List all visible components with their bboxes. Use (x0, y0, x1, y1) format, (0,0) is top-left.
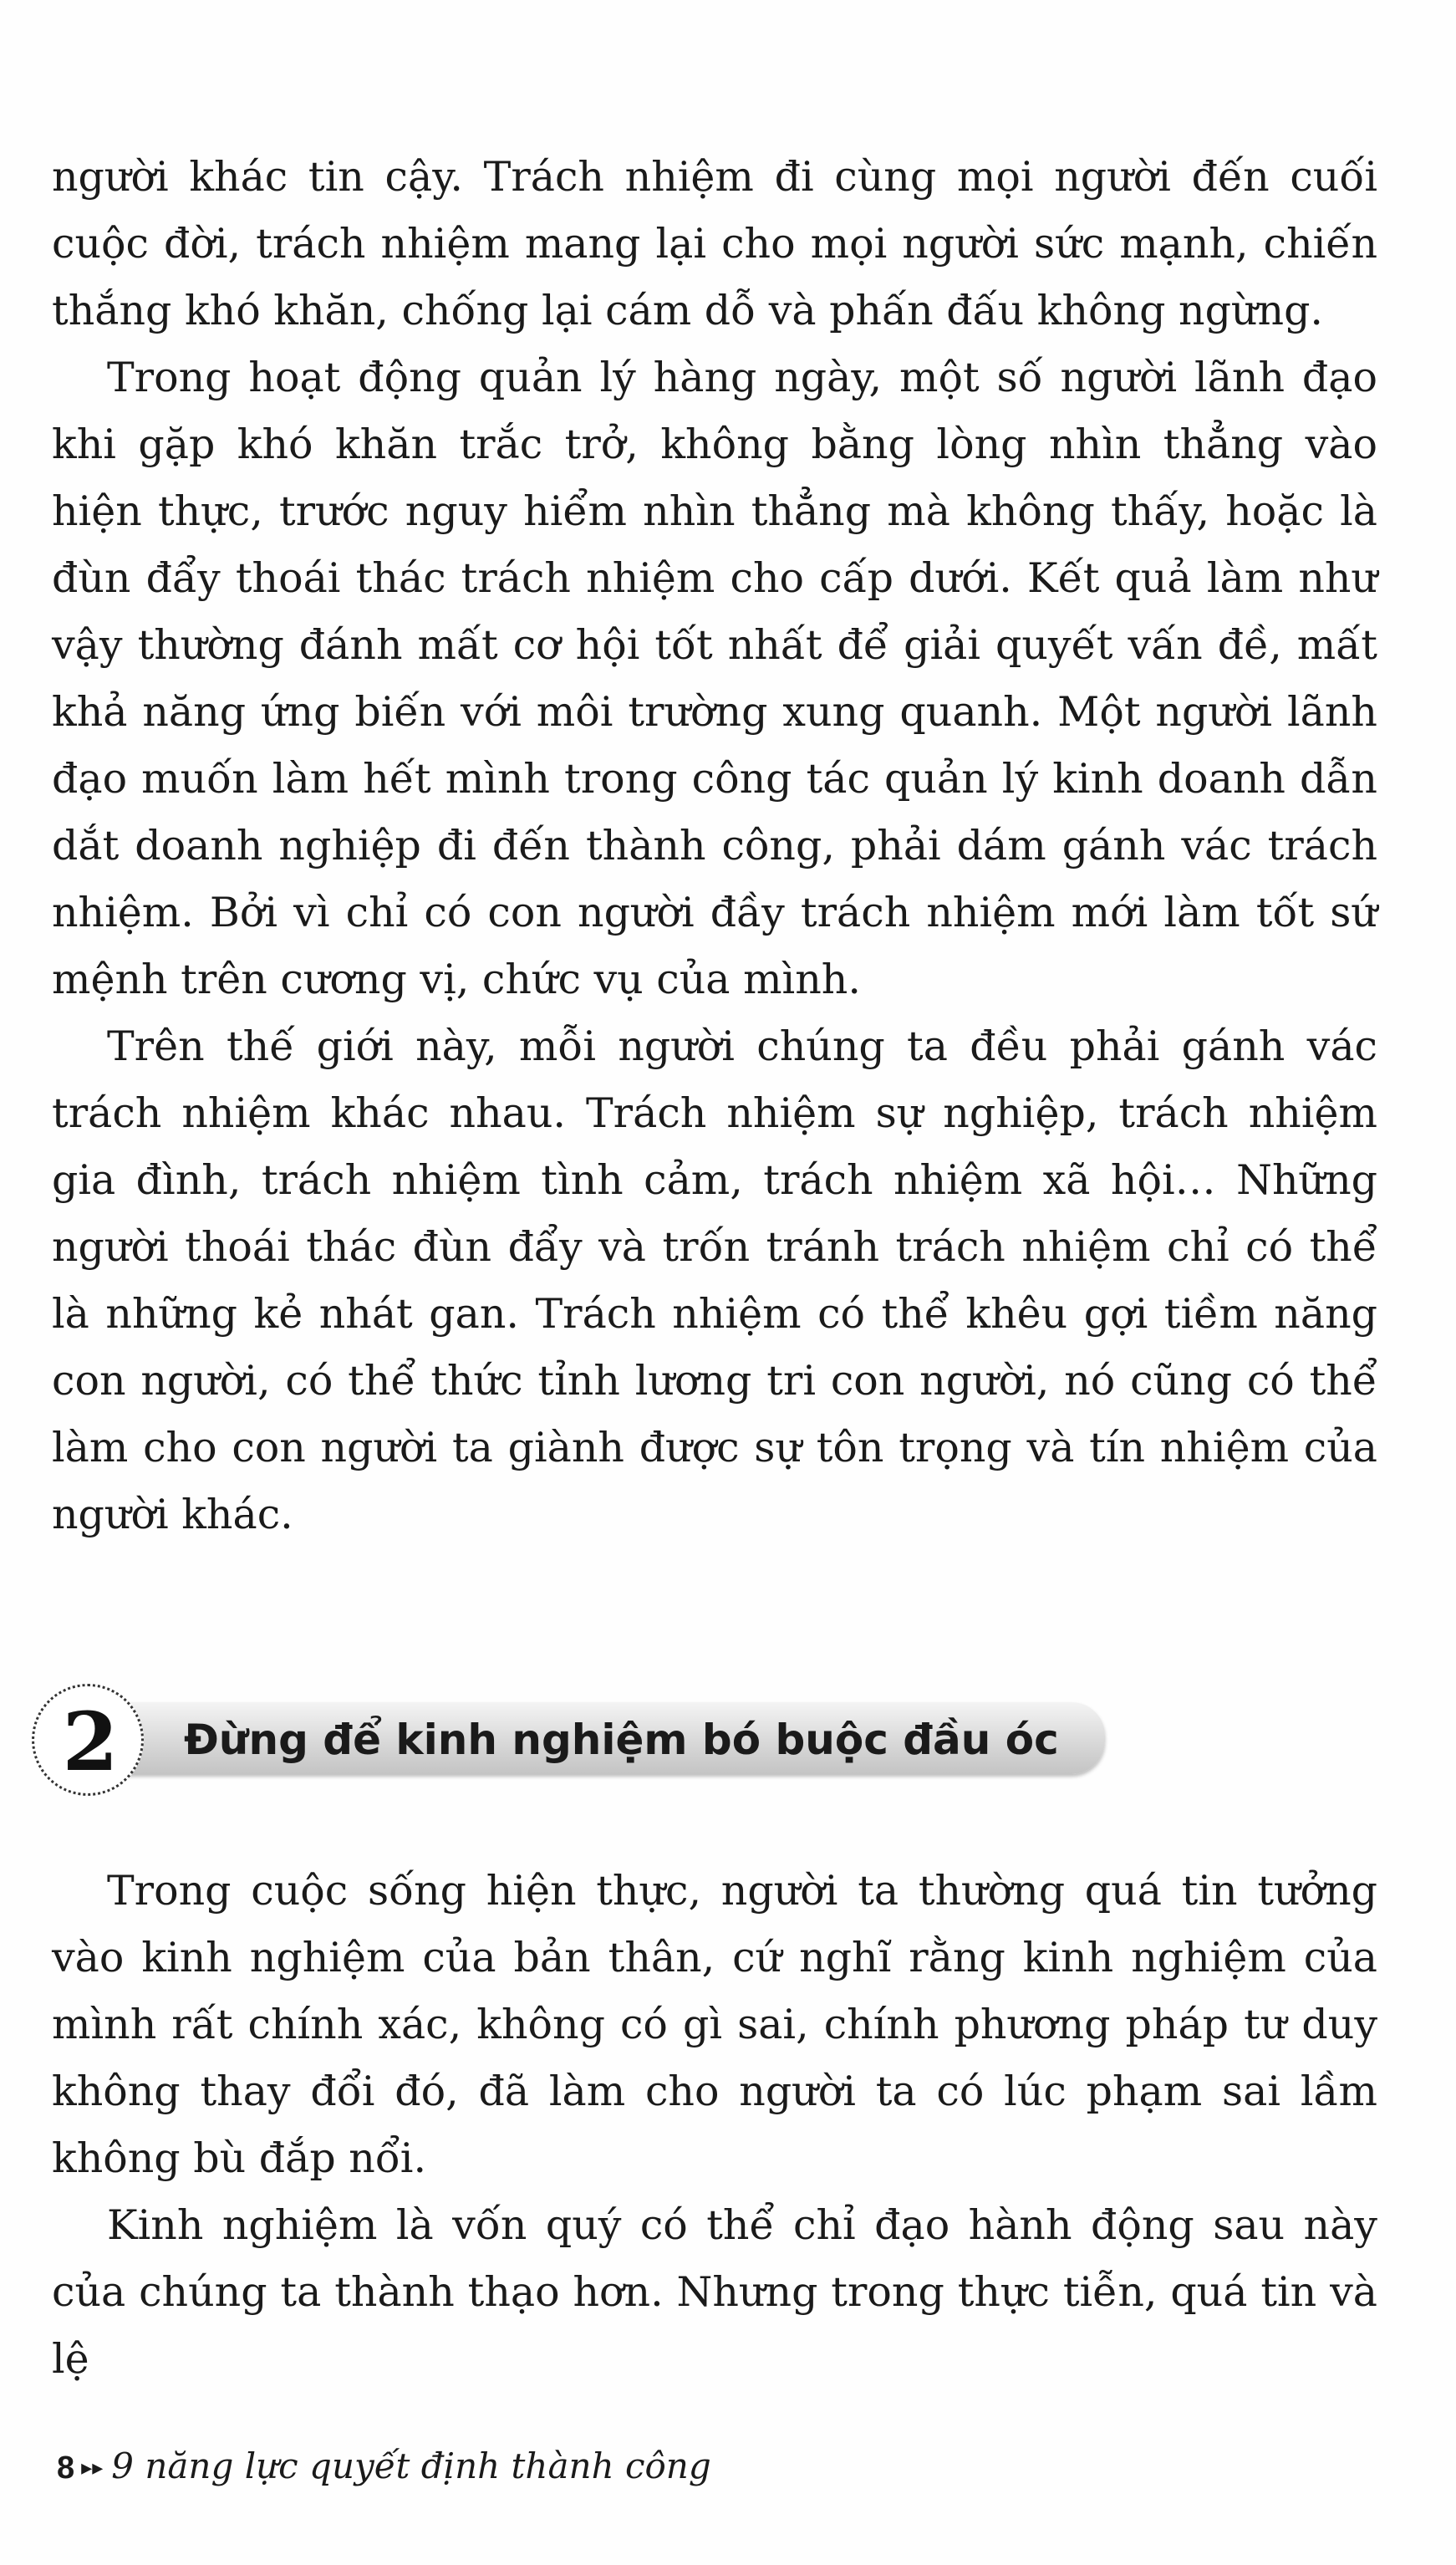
body-text-bottom (52, 1858, 1377, 2393)
paragraph-4: Trong cuộc sống hiện thực, người ta thường quá tin tưởng vào kinh nghiệm của bản thân, cứ nghĩ rằng kinh nghiệm của mình rất chính xác, không có gì sai, chính phương pháp tư duy không thay đổi đó, đã làm cho người ta có lúc phạm sai lầm không bù đắp nổi. (52, 1867, 1377, 2182)
paragraph-5: Kinh nghiệm là vốn quý có thể chỉ đạo hành động sau này của chúng ta thành thạo hơn. Nhưng trong thực tiễn, quá tin và lệ (52, 2201, 1377, 2383)
section-number-badge (32, 1684, 144, 1796)
paragraph-1: người khác tin cậy. Trách nhiệm đi cùng mọi người đến cuối cuộc đời, trách nhiệm mang lại cho mọi người sức mạnh, chiến thắng khó khăn, chống lại cám dỗ và phấn đấu không ngừng. (52, 153, 1377, 334)
page-number: 8 (57, 2450, 75, 2486)
page-footer (57, 2441, 711, 2496)
running-book-title: 9 năng lực quyết định thành công (111, 2445, 711, 2486)
section-title: Đừng để kinh nghiệm bó buộc đầu óc (184, 1716, 1059, 1764)
paragraph-2: Trong hoạt động quản lý hàng ngày, một số người lãnh đạo khi gặp khó khăn trắc trở, không bằng lòng nhìn thẳng vào hiện thực, trước nguy hiểm nhìn thẳng mà không thấy, hoặc là đùn đẩy thoái thác trách nhiệm cho cấp dưới. Kết quả làm như vậy thường đánh mất cơ hội tốt nhất để giải quyết vấn đề, mất khả năng ứng biến với môi trường xung quanh. Một người lãnh đạo muốn làm hết mình trong công tác quản lý kinh doanh dẫn dắt doanh nghiệp đi đến thành công, phải dám gánh vác trách nhiệm. Bởi vì chỉ có con người đầy trách nhiệm mới làm tốt sứ mệnh trên cương vị, chức vụ của mình. (52, 354, 1377, 1003)
paragraph-3: Trên thế giới này, mỗi người chúng ta đều phải gánh vác trách nhiệm khác nhau. Trách nhiệm sự nghiệp, trách nhiệm gia đình, trách nhiệm tình cảm, trách nhiệm xã hội… Những người thoái thác đùn đẩy và trốn tránh trách nhiệm chỉ có thể là những kẻ nhát gan. Trách nhiệm có thể khêu gợi tiềm năng con người, có thể thức tỉnh lương tri con người, nó cũng có thể làm cho con người ta giành được sự tôn trọng và tín nhiệm của người khác. (52, 1022, 1377, 1538)
double-arrow-icon: ▸▸ (81, 2455, 104, 2481)
section-heading (27, 1679, 1080, 1804)
section-number: 2 (62, 1695, 119, 1789)
body-text-top (52, 144, 1377, 1548)
